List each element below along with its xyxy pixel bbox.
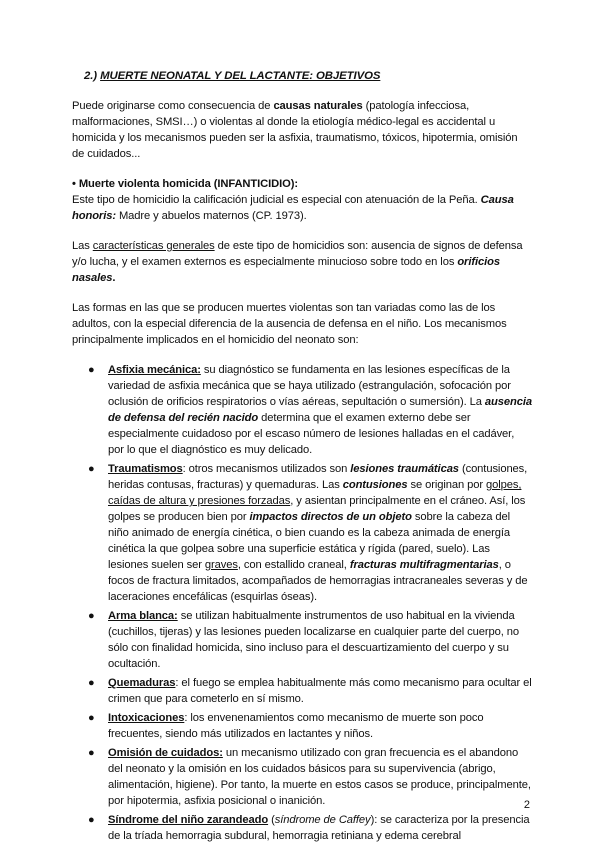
list-item-intoxicaciones [72, 710, 532, 742]
item-label: Asfixia mecánica: [108, 364, 201, 376]
intro-paragraph [72, 98, 532, 162]
bullet-icon: ● [88, 677, 95, 689]
homicide-title: • Muerte violenta homicida (INFANTICIDIO): [72, 178, 298, 190]
text: , con estallido craneal, [237, 559, 350, 571]
text: (contusiones, heridas contusas, fracturas) y quemaduras. Las [108, 463, 528, 491]
item-label: Arma blanca: [108, 610, 178, 622]
list-item-arma-blanca [72, 608, 532, 672]
text: un mecanismo utilizado con gran frecuencia es el abandono del neonato y la omisión en los cuidados básicos para su supervivencia (abrigo, alimentación, higiene). Por tanto, la muerte en estos casos se produce, principalmente, por hipotermia, asfixia posicional o inanición. [108, 747, 531, 807]
bold-italic-text: Causa honoris: [72, 194, 514, 222]
list-item-sindrome [72, 812, 532, 844]
page-number: 2 [523, 799, 530, 811]
bold-italic-text: ausencia de defensa del recién nacido [108, 396, 533, 424]
list-item-traumatismos [72, 461, 532, 605]
text: Puede originarse como consecuencia de [72, 100, 274, 112]
bullet-icon: ● [88, 814, 95, 826]
mechanisms-list [72, 362, 532, 844]
text: : otros mecanismos utilizados son [182, 463, 351, 475]
italic-text: síndrome de Caffey [274, 814, 371, 826]
section-heading [84, 68, 532, 84]
characteristics-paragraph [72, 238, 532, 286]
homicide-paragraph [72, 176, 532, 224]
item-label: Traumatismos [108, 463, 183, 475]
text: su diagnóstico se fundamenta en las lesiones específicas de la variedad de asfixia mecánica que se haya utilizado (estrangulación, sofocación por oclusión de orificios respiratorios o vías aéreas, sepultación o sumersión). La [108, 364, 511, 408]
underlined-text: graves [204, 559, 238, 571]
section-number: 2.) [84, 70, 97, 82]
bold-italic-text: contusiones [342, 479, 408, 491]
text: : los envenenamientos como mecanismo de muerte son poco frecuentes, siendo más utilizados en lactantes y niños. [108, 712, 484, 740]
list-item-asfixia [72, 362, 532, 458]
text: (patología infecciosa, malformaciones, SMSI…) o violentas al donde la etiología médico-legal es accidental u homicida y los mecanismos pueden ser la asfixia, traumatismo, tóxicos, hipotermia, omisión de cuidados... [72, 100, 518, 160]
underlined-text: características generales [92, 240, 215, 252]
text: , y asientan principalmente en el cráneo. Así, los golpes se producen bien por [108, 495, 526, 523]
text: ): se caracteriza por la presencia de la tríada hemorragia subdural, hemorragia retiniana y edema cerebral [108, 814, 530, 842]
bold-italic-text: fracturas multifragmentarias [349, 559, 499, 571]
text: sobre la cabeza del niño animado de energía cinética, o bien cuando es la cabeza animada de energía cinética la que golpea sobre una superficie estática y rígida (pared, suelo). Las lesiones suelen ser [108, 511, 510, 571]
text: . [112, 272, 116, 284]
underlined-text: golpes, caídas de altura y presiones forzadas [108, 479, 522, 507]
list-item-quemaduras [72, 675, 532, 707]
item-label: Síndrome del niño zarandeado [108, 814, 269, 826]
text: Las [72, 240, 93, 252]
bullet-icon: ● [88, 463, 95, 475]
text: se utilizan habitualmente instrumentos de uso habitual en la vivienda (cuchillos, tijeras) y las lesiones pueden localizarse en cualquier parte del cuerpo, no sólo con finalidad homicida, sino incluso para el descuartizamiento del cuerpo y su ocultación. [108, 610, 519, 670]
text: de este tipo de homicidios son: ausencia de signos de defensa y/o lucha, y el examen externos es especialmente minucioso sobre todo en los [72, 240, 523, 268]
bullet-icon: ● [88, 712, 95, 724]
bullet-icon: ● [88, 747, 95, 759]
item-label: Omisión de cuidados: [108, 747, 223, 759]
text: , o focos de fractura limitados, acompañados de hemorragias intracraneales severas y de laceraciones encefálicas (esquirlas óseas). [108, 559, 528, 603]
list-item-omision [72, 745, 532, 809]
item-label: Intoxicaciones [108, 712, 185, 724]
bold-italic-text: impactos directos de un objeto [249, 511, 412, 523]
bold-italic-text: orificios nasales [72, 256, 500, 284]
item-label: Quemaduras [108, 677, 176, 689]
bullet-icon: ● [88, 610, 95, 622]
forms-paragraph: Las formas en las que se producen muertes violentas son tan variadas como las de los adultos, con la especial diferencia de la ausencia de defensa en el niño. Los mecanismos principalmente implicados en el homicidio del neonato son: [72, 302, 507, 346]
text: Madre y abuelos maternos (CP. 1973). [115, 210, 307, 222]
document-page [72, 68, 532, 847]
text: : el fuego se emplea habitualmente más como mecanismo para ocultar el crimen que para cometerlo en sí mismo. [108, 677, 532, 705]
text: se originan por [407, 479, 487, 491]
section-title: MUERTE NEONATAL Y DEL LACTANTE: OBJETIVOS [100, 70, 381, 82]
bold-text: causas naturales [273, 100, 363, 112]
text: Este tipo de homicidio la calificación judicial es especial con atenuación de la Peña. [72, 194, 481, 206]
text: determina que el examen externo debe ser especialmente cuidadoso por el escaso número de lesiones halladas en el cadáver, por lo que el diagnóstico es muy delicado. [108, 412, 515, 456]
text: ( [268, 814, 275, 826]
bold-italic-text: lesiones traumáticas [350, 463, 459, 475]
bullet-icon: ● [88, 364, 95, 376]
